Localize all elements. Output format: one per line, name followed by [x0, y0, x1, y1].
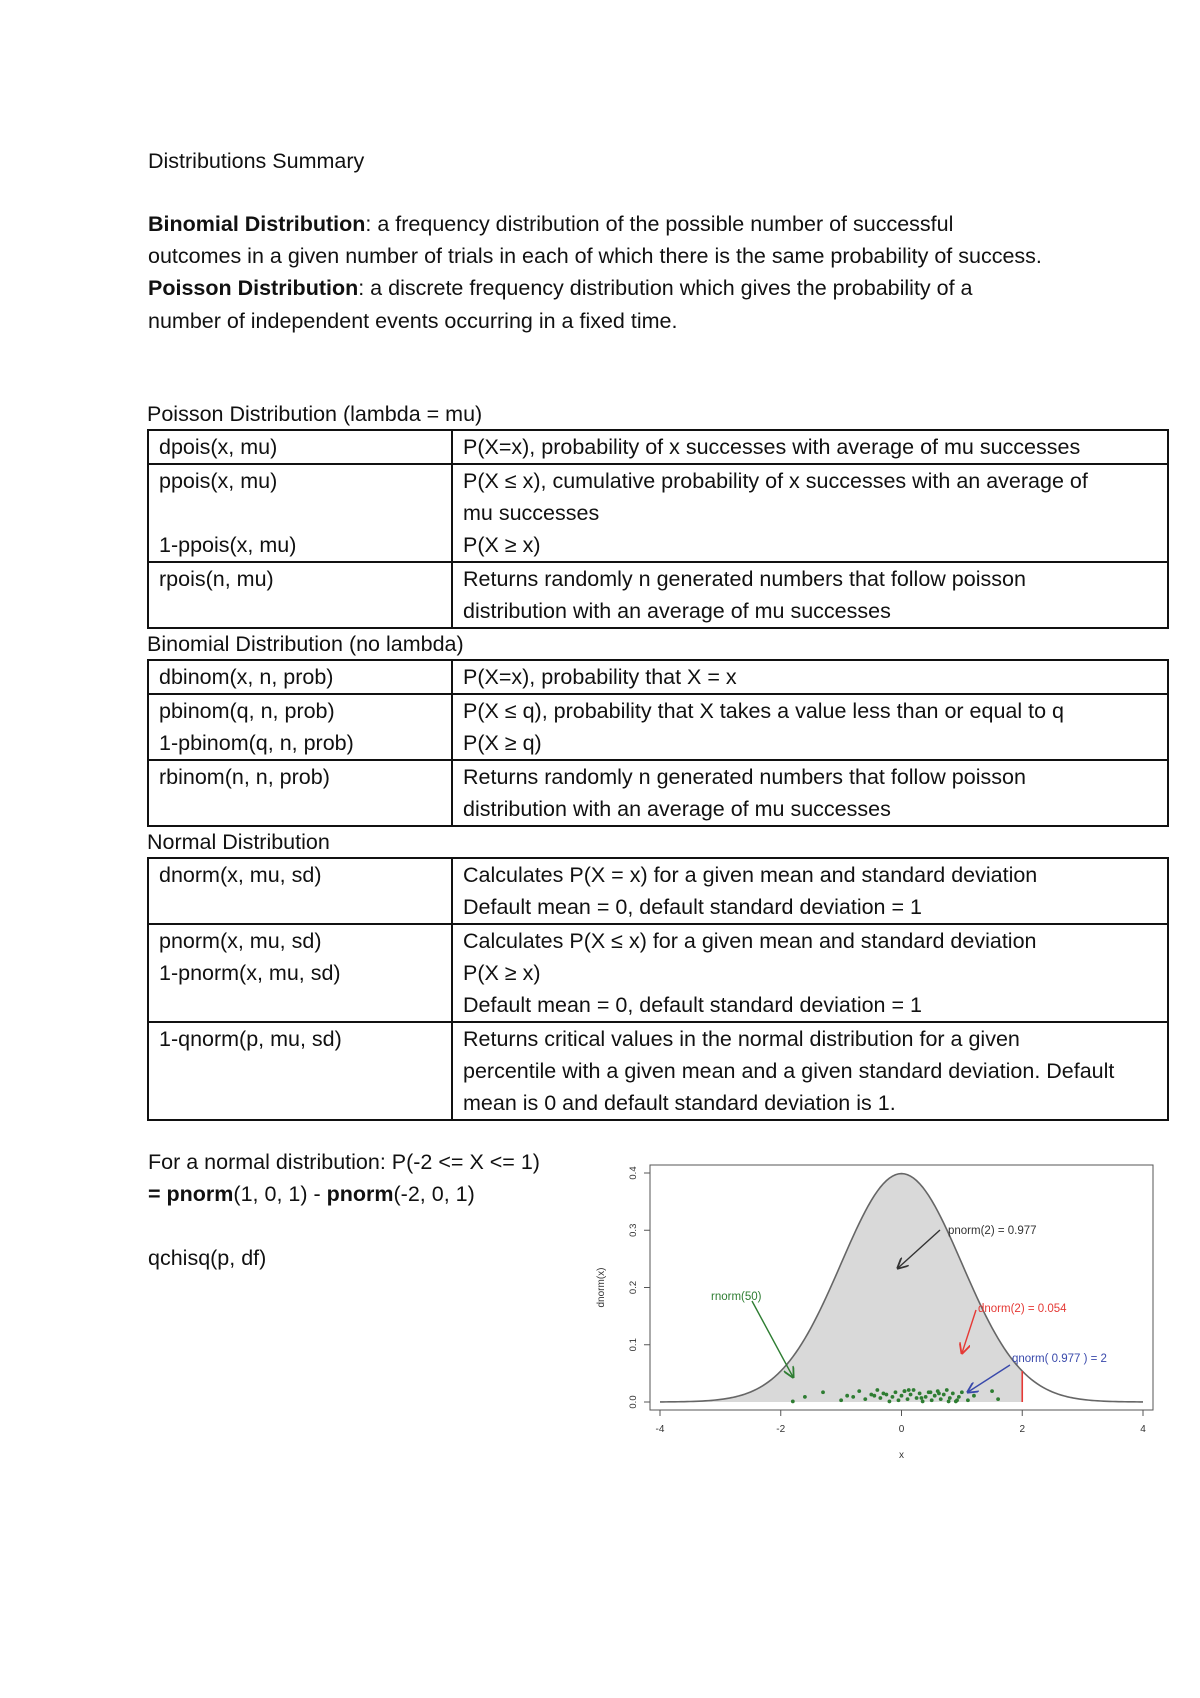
y-tick-label: 0.0 [628, 1395, 639, 1409]
function-cell [148, 694, 452, 760]
rnorm-point [942, 1393, 946, 1397]
rnorm-point [939, 1397, 943, 1401]
definition-poisson [148, 272, 1048, 336]
function-line: pnorm(x, mu, sd) [159, 929, 322, 953]
rnorm-point [966, 1398, 970, 1402]
rnorm-point [839, 1398, 843, 1402]
rnorm-point [872, 1394, 876, 1398]
function-line: 1-pbinom(q, n, prob) [159, 731, 354, 755]
x-tick-label: 4 [1140, 1424, 1146, 1435]
rnorm-point [918, 1392, 922, 1396]
description-line: P(X ≤ x), cumulative probability of x successes with an average of [463, 469, 1088, 493]
function-line: ppois(x, mu) [159, 469, 278, 493]
description-cell [452, 562, 1168, 628]
table-row [148, 760, 1168, 826]
table-row [148, 1022, 1168, 1120]
description-line: Returns critical values in the normal distribution for a given [463, 1027, 1020, 1051]
rnorm-point [990, 1389, 994, 1393]
x-tick-label: -4 [655, 1424, 665, 1435]
rnorm-point [791, 1400, 795, 1404]
example-line-3: qchisq(p, df) [148, 1246, 267, 1270]
distribution-table [147, 429, 1169, 629]
rnorm-point [929, 1390, 933, 1394]
pnorm-annotation: pnorm(2) = 0.977 [948, 1225, 1037, 1237]
description-line: distribution with an average of mu successes [463, 797, 891, 821]
function-cell [148, 660, 452, 694]
function-line [159, 497, 441, 529]
rnorm-point [863, 1397, 867, 1401]
function-line: 1-pnorm(x, mu, sd) [159, 961, 341, 985]
description-line: distribution with an average of mu successes [463, 599, 891, 623]
example-pnorm-1: pnorm [166, 1182, 234, 1206]
description-cell [452, 660, 1168, 694]
function-cell [148, 1022, 452, 1120]
function-line: 1-ppois(x, mu) [159, 533, 297, 557]
rnorm-point [821, 1390, 825, 1394]
x-tick-label: -2 [776, 1424, 786, 1435]
rnorm-point [912, 1388, 916, 1392]
example-args-2: (-2, 0, 1) [393, 1182, 475, 1206]
rnorm-point [930, 1398, 934, 1402]
example-args-1: (1, 0, 1) - [233, 1182, 327, 1206]
y-tick-label: 0.3 [628, 1223, 639, 1237]
function-line: rpois(n, mu) [159, 567, 274, 591]
rnorm-point [907, 1388, 911, 1392]
term-poisson: Poisson Distribution [148, 276, 359, 301]
description-line: P(X=x), probability that X = x [463, 665, 737, 689]
rnorm-point [857, 1389, 861, 1393]
function-cell [148, 562, 452, 628]
description-line: Returns randomly n generated numbers that follow poisson [463, 567, 1026, 591]
rnorm-point [924, 1395, 928, 1399]
description-line: P(X ≥ q) [463, 731, 542, 755]
example-equals: = [148, 1182, 167, 1206]
table-row [148, 464, 1168, 562]
definitions [148, 208, 1048, 337]
table-caption: Normal Distribution [147, 830, 330, 854]
rnorm-point [906, 1397, 910, 1401]
function-line: dbinom(x, n, prob) [159, 665, 334, 689]
description-line: mean is 0 and default standard deviation is 1. [463, 1091, 896, 1115]
text-poisson: : a discrete frequency distribution which gives the probability of a number of independent events occurring in a fixed time. [148, 276, 973, 333]
rnorm-point [897, 1398, 901, 1402]
description-line: Calculates P(X ≤ x) for a given mean and standard deviation [463, 929, 1037, 953]
table-row [148, 562, 1168, 628]
description-line: Returns randomly n generated numbers that follow poisson [463, 765, 1026, 789]
y-tick-label: 0.4 [628, 1166, 639, 1180]
rnorm-point [948, 1396, 952, 1400]
rnorm-arrow [752, 1301, 793, 1377]
description-line: P(X ≥ x) [463, 533, 541, 557]
x-tick-label: 0 [898, 1424, 905, 1435]
rnorm-point [951, 1392, 955, 1396]
document-title: Distributions Summary [148, 149, 365, 173]
chart-svg [580, 1155, 1160, 1485]
rnorm-point [885, 1393, 889, 1397]
example-pnorm-2: pnorm [326, 1182, 394, 1206]
rnorm-point [937, 1392, 941, 1396]
description-cell [452, 464, 1168, 562]
rnorm-point [878, 1396, 882, 1400]
distribution-table [147, 659, 1169, 827]
table-row [148, 660, 1168, 694]
rnorm-point [915, 1396, 919, 1400]
function-cell [148, 760, 452, 826]
rnorm-annotation: rnorm(50) [711, 1291, 762, 1303]
example-line-1: For a normal distribution: P(-2 <= X <= 1) [148, 1150, 540, 1174]
table-row [148, 924, 1168, 1022]
table-row [148, 858, 1168, 924]
rnorm-point [845, 1394, 849, 1398]
distribution-table [147, 857, 1169, 1121]
rnorm-point [957, 1395, 961, 1399]
normal-density-chart [580, 1155, 1160, 1485]
function-line: rbinom(n, n, prob) [159, 765, 330, 789]
function-line: dnorm(x, mu, sd) [159, 863, 322, 887]
text-binomial: : a frequency distribution of the possible number of successful outcomes in a given number of trials in each of which there is the same probability of success. [148, 212, 1042, 269]
function-cell [148, 464, 452, 562]
description-cell [452, 694, 1168, 760]
rnorm-point [920, 1396, 924, 1400]
description-cell [452, 760, 1168, 826]
function-cell [148, 430, 452, 464]
y-tick-label: 0.1 [628, 1338, 639, 1352]
description-line: Calculates P(X = x) for a given mean and standard deviation [463, 863, 1038, 887]
rnorm-point [903, 1389, 907, 1393]
rnorm-point [996, 1397, 1000, 1401]
description-line: Default mean = 0, default standard deviation = 1 [463, 993, 922, 1017]
table-row [148, 694, 1168, 760]
rnorm-point [894, 1390, 898, 1394]
x-tick-label: 2 [1019, 1424, 1026, 1435]
y-axis-label: dnorm(x) [596, 1267, 607, 1308]
rnorm-point [900, 1394, 904, 1398]
description-line: mu successes [463, 501, 600, 525]
rnorm-point [933, 1394, 937, 1398]
term-binomial: Binomial Distribution [148, 212, 366, 236]
description-cell [452, 430, 1168, 464]
distribution-tables [147, 399, 1169, 1121]
table-caption: Poisson Distribution (lambda = mu) [147, 402, 483, 426]
example-line-2 [148, 1178, 540, 1210]
x-axis-label: x [899, 1450, 904, 1461]
rnorm-point [947, 1400, 951, 1404]
table-caption: Binomial Distribution (no lambda) [147, 632, 464, 656]
description-cell [452, 1022, 1168, 1120]
example-line-blank [148, 1210, 540, 1242]
rnorm-point [909, 1393, 913, 1397]
function-line: dpois(x, mu) [159, 435, 278, 459]
rnorm-point [960, 1390, 964, 1394]
rnorm-point [803, 1395, 807, 1399]
rnorm-point [888, 1400, 892, 1404]
description-line: percentile with a given mean and a given standard deviation. Default [463, 1059, 1115, 1083]
description-line: P(X ≤ q), probability that X takes a value less than or equal to q [463, 699, 1064, 723]
function-line: pbinom(q, n, prob) [159, 699, 335, 723]
description-line: Default mean = 0, default standard deviation = 1 [463, 895, 922, 919]
normal-example [148, 1146, 540, 1274]
rnorm-point [921, 1400, 925, 1404]
rnorm-point [875, 1388, 879, 1392]
function-cell [148, 924, 452, 1022]
function-cell [148, 858, 452, 924]
y-tick-label: 0.2 [628, 1280, 639, 1295]
rnorm-point [945, 1388, 949, 1392]
rnorm-point [972, 1394, 976, 1398]
description-cell [452, 858, 1168, 924]
rnorm-point [851, 1395, 855, 1399]
description-line: P(X=x), probability of x successes with average of mu successes [463, 435, 1081, 459]
description-line: P(X ≥ x) [463, 961, 541, 985]
qnorm-annotation: qnorm( 0.977 ) = 2 [1012, 1353, 1107, 1365]
function-line: 1-qnorm(p, mu, sd) [159, 1027, 342, 1051]
description-cell [452, 924, 1168, 1022]
definition-binomial [148, 208, 1048, 272]
shaded-area [660, 1174, 1022, 1402]
rnorm-point [891, 1395, 895, 1399]
table-row [148, 430, 1168, 464]
rnorm-point [955, 1398, 959, 1402]
dnorm-annotation: dnorm(2) = 0.054 [978, 1303, 1067, 1315]
